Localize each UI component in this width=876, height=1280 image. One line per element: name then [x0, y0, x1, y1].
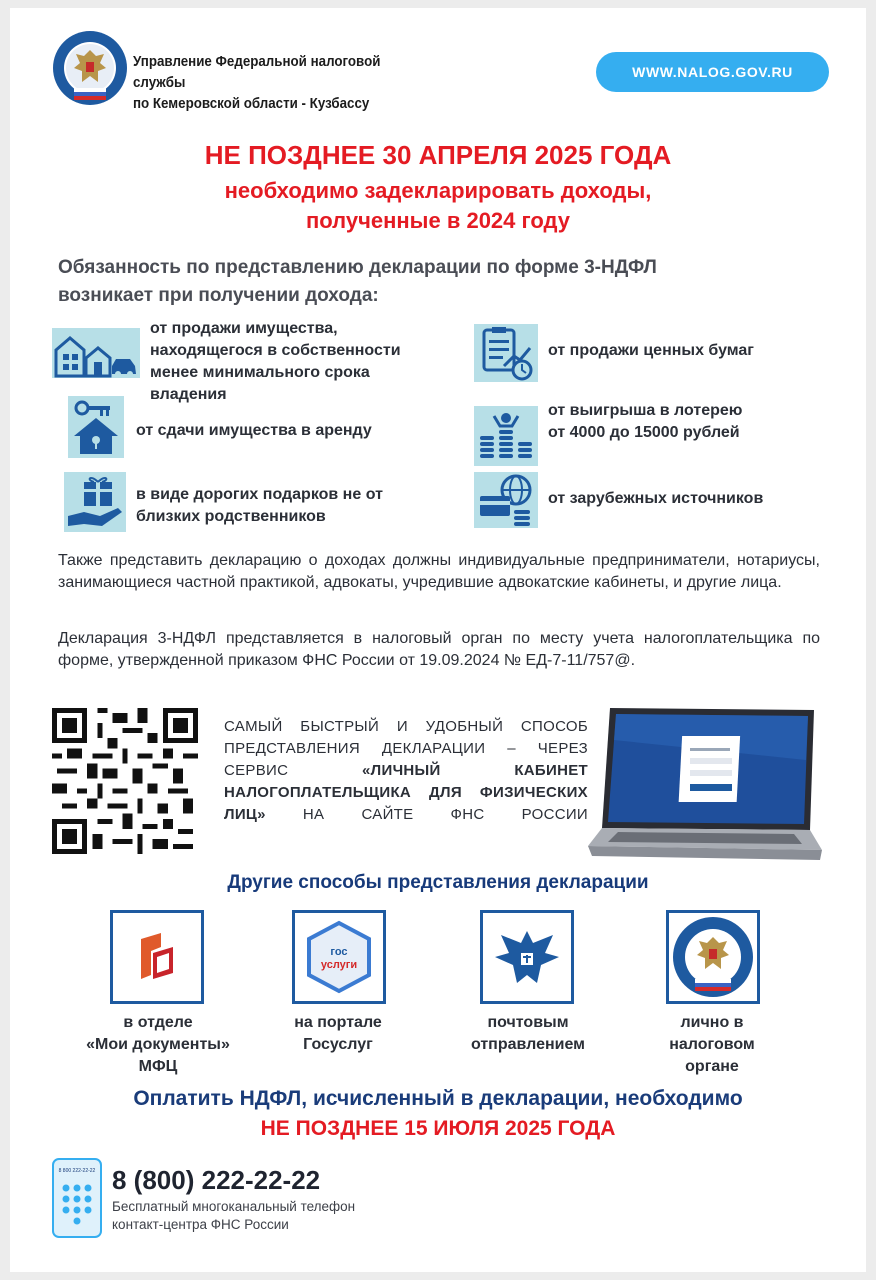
way-mail-line2: отправлением — [470, 1036, 586, 1053]
way-gos-line1: на портале — [294, 1014, 382, 1031]
income-lottery — [548, 400, 828, 444]
income-gifts: в виде дорогих подарков не от близких родственников — [136, 486, 383, 525]
income-securities: от продажи ценных бумаг — [548, 342, 754, 359]
gosuslugi-logo-text-gos: гос — [330, 946, 348, 958]
house-car-icon — [52, 328, 140, 378]
org-name-line2: по Кемеровской области - Кузбассу — [133, 96, 370, 112]
fast-way-text-b: НА САЙТЕ ФНС РОССИИ — [265, 806, 588, 823]
securities-chart-icon — [474, 324, 538, 382]
hotline-caption-line2: контакт-центра ФНС России — [112, 1217, 289, 1232]
fns-emblem-icon[interactable] — [666, 910, 760, 1004]
way-office-line3: органе — [685, 1058, 739, 1075]
hotline-phone-number[interactable]: 8 (800) 222-22-22 — [112, 1165, 321, 1195]
hotline-caption-line1: Бесплатный многоканальный телефон — [112, 1199, 356, 1214]
payment-notice: Оплатить НДФЛ, исчисленный в декларации, необходимо — [133, 1087, 743, 1110]
other-ways-title: Другие способы представления декларации — [227, 872, 649, 893]
way-mfc-line3: МФЦ — [138, 1058, 178, 1075]
way-mfc-line2: «Мои документы» — [86, 1036, 230, 1053]
income-lottery-line2: от 4000 до 15000 рублей — [548, 424, 740, 441]
obligation-line1: Обязанность по представлению декларации по форме 3-НДФЛ — [58, 257, 657, 278]
organization-name — [133, 52, 427, 115]
fns-emblem-logo — [52, 30, 128, 106]
lottery-coins-icon — [474, 406, 538, 466]
globe-card-icon — [474, 472, 538, 528]
russian-post-eagle-icon[interactable] — [480, 910, 574, 1004]
way-office-line2: налоговом — [669, 1036, 755, 1053]
gift-hand-icon — [64, 472, 126, 532]
house-key-icon — [68, 396, 124, 458]
gosuslugi-logo-text-uslugi: услуги — [320, 959, 358, 971]
website-link-button[interactable]: WWW.NALOG.GOV.RU — [596, 52, 829, 92]
payment-deadline: НЕ ПОЗДНЕЕ 15 ИЮЛЯ 2025 ГОДА — [260, 1117, 616, 1140]
phone-icon-number: 8 800 222-22-22 — [58, 1168, 96, 1174]
headline-line2: необходимо задекларировать доходы, — [224, 178, 652, 203]
way-office-line1: лично в — [680, 1014, 744, 1031]
gosuslugi-logo-icon[interactable] — [292, 910, 386, 1004]
personal-account-service-link[interactable]: «ЛИЧНЫЙ КАБИНЕТ НАЛОГОПЛАТЕЛЬЩИКА ДЛЯ ФИЗИЧЕСКИХ ЛИЦ» — [224, 762, 588, 823]
qr-code-icon[interactable] — [52, 708, 198, 854]
headline-line3: полученные в 2024 году — [306, 208, 570, 233]
obligation-line2: возникает при получении дохода: — [58, 285, 379, 306]
mfc-logo-icon[interactable] — [110, 910, 204, 1004]
way-gos-line2: Госуслуг — [303, 1036, 373, 1053]
declaration-deadline: НЕ ПОЗДНЕЕ 30 АПРЕЛЯ 2025 ГОДА — [204, 140, 672, 170]
income-lottery-line1: от выигрыша в лотерею — [548, 402, 743, 419]
laptop-image — [588, 700, 824, 872]
income-foreign: от зарубежных источников — [548, 490, 764, 507]
income-property-sale: от продажи имущества, находящегося в собственности менее минимального срока владения — [150, 320, 401, 403]
also-required-paragraph: Также представить декларацию о доходах должны индивидуальные предприниматели, нотариусы, занимающиеся частной практикой, адвокаты, учредившие адвокатские кабинеты, и другие лица. — [58, 552, 820, 591]
way-mail-label — [448, 1012, 608, 1056]
phone-keypad-icon — [52, 1158, 102, 1238]
fast-way-text — [224, 716, 588, 826]
way-gosuslugi-label — [258, 1012, 418, 1056]
declaration-form-paragraph: Декларация 3-НДФЛ представляется в налоговый орган по месту учета налогоплательщика по форме, утвержденной приказом ФНС России от 19.09.2024 № ЕД-7-11/757@. — [58, 630, 820, 669]
way-mfc-line1: в отделе — [123, 1014, 193, 1031]
income-rent: от сдачи имущества в аренду — [136, 422, 372, 439]
way-mfc-label — [78, 1012, 238, 1078]
fast-way-text-a: САМЫЙ БЫСТРЫЙ И УДОБНЫЙ СПОСОБ ПРЕДСТАВЛЕНИЯ ДЕКЛАРАЦИИ – ЧЕРЕЗ СЕРВИС — [224, 718, 588, 779]
org-name-line1: Управление Федеральной налоговой службы — [133, 54, 381, 91]
obligation-heading — [58, 254, 818, 310]
way-office-label — [632, 1012, 792, 1078]
way-mail-line1: почтовым — [487, 1014, 569, 1031]
hotline-caption — [112, 1198, 412, 1234]
